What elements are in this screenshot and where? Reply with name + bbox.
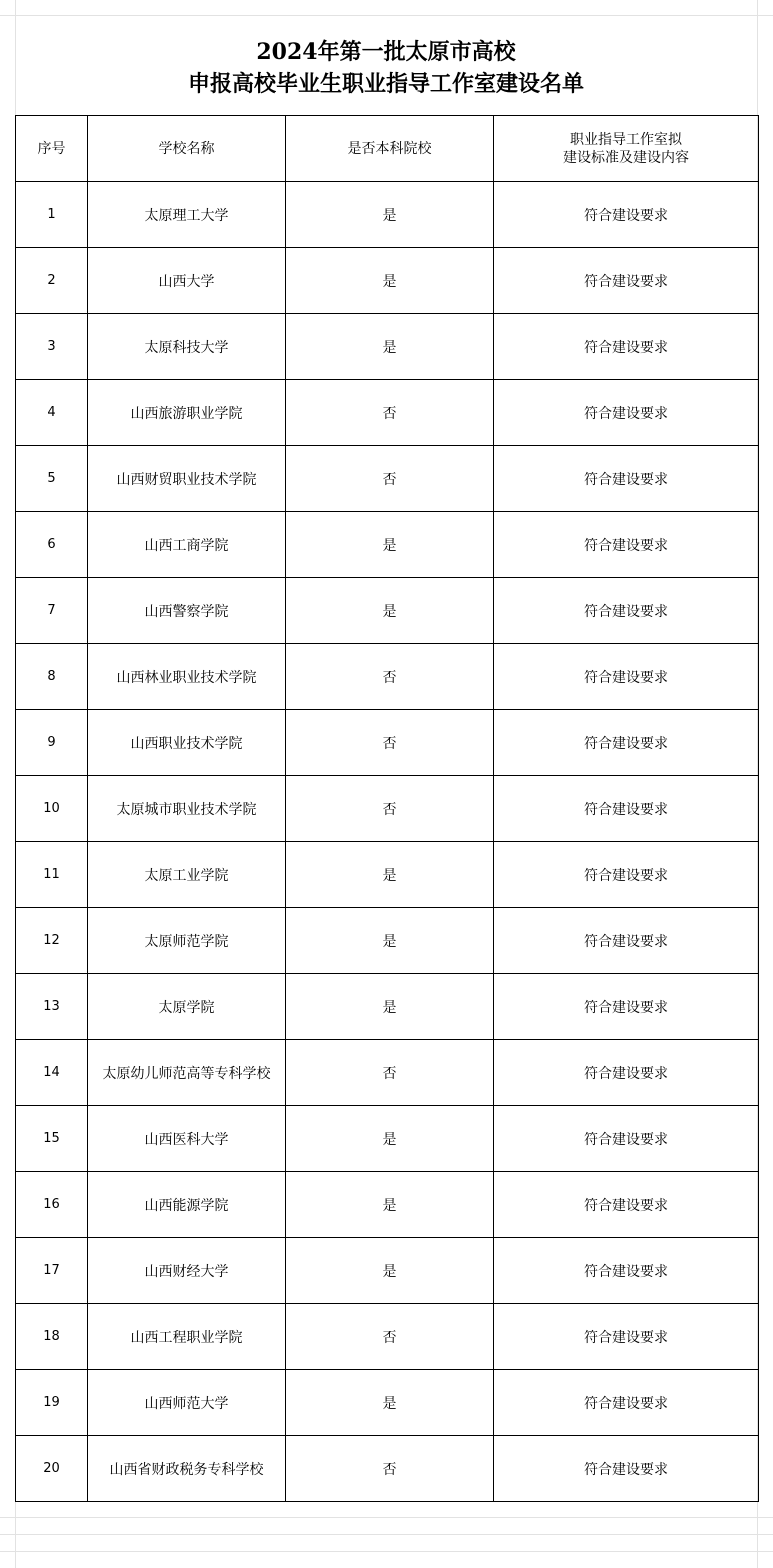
cell-is-undergraduate: 是 <box>286 1238 494 1304</box>
table-row <box>16 248 759 314</box>
cell-serial-number: 17 <box>16 1238 88 1304</box>
cell-serial-number: 15 <box>16 1106 88 1172</box>
table-body <box>16 182 759 1502</box>
cell-is-undergraduate: 否 <box>286 1304 494 1370</box>
cell-serial-number: 3 <box>16 314 88 380</box>
gridline <box>0 1534 773 1535</box>
header-construction-standard <box>494 116 759 182</box>
table-row <box>16 1370 759 1436</box>
cell-is-undergraduate: 否 <box>286 446 494 512</box>
cell-serial-number: 13 <box>16 974 88 1040</box>
cell-is-undergraduate: 是 <box>286 1172 494 1238</box>
cell-construction-standard: 符合建设要求 <box>494 776 759 842</box>
cell-construction-standard: 符合建设要求 <box>494 1304 759 1370</box>
cell-school-name: 山西财经大学 <box>88 1238 286 1304</box>
cell-construction-standard: 符合建设要求 <box>494 974 759 1040</box>
cell-school-name: 太原幼儿师范高等专科学校 <box>88 1040 286 1106</box>
cell-construction-standard: 符合建设要求 <box>494 512 759 578</box>
cell-construction-standard: 符合建设要求 <box>494 1040 759 1106</box>
header-standard-line-1: 职业指导工作室拟 <box>570 131 682 148</box>
table-row <box>16 314 759 380</box>
cell-serial-number: 14 <box>16 1040 88 1106</box>
cell-school-name: 太原科技大学 <box>88 314 286 380</box>
cell-is-undergraduate: 是 <box>286 314 494 380</box>
cell-serial-number: 10 <box>16 776 88 842</box>
school-roster-table <box>15 115 759 1502</box>
cell-serial-number: 18 <box>16 1304 88 1370</box>
cell-is-undergraduate: 否 <box>286 710 494 776</box>
cell-is-undergraduate: 是 <box>286 1370 494 1436</box>
table-row <box>16 446 759 512</box>
table-row <box>16 578 759 644</box>
cell-construction-standard: 符合建设要求 <box>494 248 759 314</box>
cell-serial-number: 8 <box>16 644 88 710</box>
header-is-undergraduate: 是否本科院校 <box>286 116 494 182</box>
cell-school-name: 山西职业技术学院 <box>88 710 286 776</box>
table-row <box>16 974 759 1040</box>
cell-serial-number: 20 <box>16 1436 88 1502</box>
cell-serial-number: 11 <box>16 842 88 908</box>
gridline <box>0 1551 773 1552</box>
cell-serial-number: 1 <box>16 182 88 248</box>
cell-construction-standard: 符合建设要求 <box>494 314 759 380</box>
table-row <box>16 908 759 974</box>
cell-school-name: 太原工业学院 <box>88 842 286 908</box>
cell-school-name: 山西医科大学 <box>88 1106 286 1172</box>
table-row <box>16 842 759 908</box>
cell-school-name: 山西旅游职业学院 <box>88 380 286 446</box>
cell-is-undergraduate: 否 <box>286 776 494 842</box>
cell-school-name: 太原师范学院 <box>88 908 286 974</box>
table-row <box>16 1436 759 1502</box>
cell-school-name: 山西大学 <box>88 248 286 314</box>
cell-serial-number: 7 <box>16 578 88 644</box>
cell-school-name: 太原城市职业技术学院 <box>88 776 286 842</box>
table-row <box>16 776 759 842</box>
table-row <box>16 1304 759 1370</box>
table-row <box>16 710 759 776</box>
cell-construction-standard: 符合建设要求 <box>494 182 759 248</box>
cell-serial-number: 12 <box>16 908 88 974</box>
cell-school-name: 山西警察学院 <box>88 578 286 644</box>
cell-is-undergraduate: 否 <box>286 1040 494 1106</box>
table-row <box>16 1238 759 1304</box>
table-row <box>16 380 759 446</box>
cell-serial-number: 16 <box>16 1172 88 1238</box>
cell-construction-standard: 符合建设要求 <box>494 1370 759 1436</box>
cell-school-name: 山西省财政税务专科学校 <box>88 1436 286 1502</box>
cell-serial-number: 4 <box>16 380 88 446</box>
cell-school-name: 太原理工大学 <box>88 182 286 248</box>
cell-school-name: 山西财贸职业技术学院 <box>88 446 286 512</box>
cell-serial-number: 6 <box>16 512 88 578</box>
cell-is-undergraduate: 否 <box>286 644 494 710</box>
cell-construction-standard: 符合建设要求 <box>494 710 759 776</box>
table-row <box>16 1040 759 1106</box>
cell-is-undergraduate: 是 <box>286 1106 494 1172</box>
cell-construction-standard: 符合建设要求 <box>494 842 759 908</box>
cell-school-name: 山西林业职业技术学院 <box>88 644 286 710</box>
cell-serial-number: 19 <box>16 1370 88 1436</box>
gridline <box>0 15 773 16</box>
table-row <box>16 512 759 578</box>
cell-serial-number: 5 <box>16 446 88 512</box>
table-header-row <box>16 116 759 182</box>
table-row <box>16 1106 759 1172</box>
cell-construction-standard: 符合建设要求 <box>494 1106 759 1172</box>
header-school-name: 学校名称 <box>88 116 286 182</box>
cell-construction-standard: 符合建设要求 <box>494 380 759 446</box>
cell-is-undergraduate: 是 <box>286 248 494 314</box>
cell-construction-standard: 符合建设要求 <box>494 1238 759 1304</box>
cell-school-name: 太原学院 <box>88 974 286 1040</box>
cell-school-name: 山西师范大学 <box>88 1370 286 1436</box>
cell-school-name: 山西工商学院 <box>88 512 286 578</box>
cell-construction-standard: 符合建设要求 <box>494 908 759 974</box>
document-title <box>15 22 757 114</box>
cell-is-undergraduate: 是 <box>286 512 494 578</box>
cell-construction-standard: 符合建设要求 <box>494 578 759 644</box>
table-row <box>16 644 759 710</box>
cell-is-undergraduate: 是 <box>286 578 494 644</box>
header-standard-line-2: 建设标准及建设内容 <box>563 149 689 166</box>
cell-construction-standard: 符合建设要求 <box>494 1436 759 1502</box>
cell-is-undergraduate: 否 <box>286 1436 494 1502</box>
table-row <box>16 1172 759 1238</box>
cell-school-name: 山西能源学院 <box>88 1172 286 1238</box>
title-line-1: 2024年第一批太原市高校 <box>256 39 516 65</box>
title-line-2: 申报高校毕业生职业指导工作室建设名单 <box>187 71 584 97</box>
header-serial-number: 序号 <box>16 116 88 182</box>
cell-is-undergraduate: 否 <box>286 380 494 446</box>
cell-is-undergraduate: 是 <box>286 908 494 974</box>
cell-construction-standard: 符合建设要求 <box>494 446 759 512</box>
cell-construction-standard: 符合建设要求 <box>494 1172 759 1238</box>
cell-is-undergraduate: 是 <box>286 842 494 908</box>
cell-serial-number: 2 <box>16 248 88 314</box>
cell-school-name: 山西工程职业学院 <box>88 1304 286 1370</box>
cell-is-undergraduate: 是 <box>286 974 494 1040</box>
cell-is-undergraduate: 是 <box>286 182 494 248</box>
gridline <box>0 1517 773 1518</box>
table-row <box>16 182 759 248</box>
cell-construction-standard: 符合建设要求 <box>494 644 759 710</box>
cell-serial-number: 9 <box>16 710 88 776</box>
